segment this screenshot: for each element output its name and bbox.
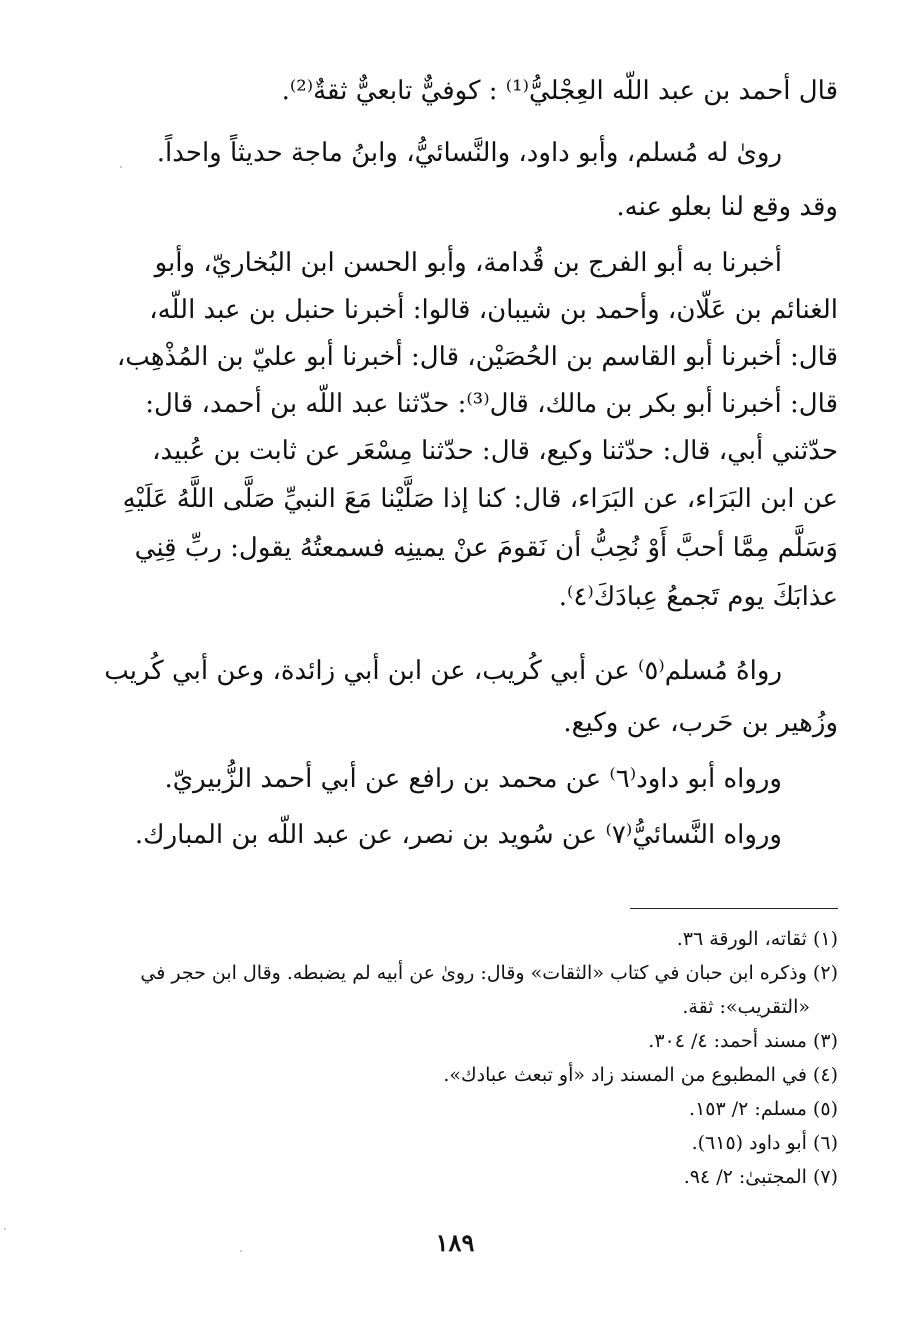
text-line: وزُهير بن حَرب، عن وكيع.	[563, 708, 838, 738]
text-line: روىٰ له مُسلم، وأبو داود، والنَّسائيُّ، وابنُ ماجة حديثاً واحداً.	[156, 138, 782, 168]
footnote: (١) ثقاته، الورقة ٣٦.	[676, 928, 838, 950]
text-line: قال: أخبرنا أبو القاسم بن الحُصَيْن، قال: أخبرنا أبو عليّ بن المُذْهِب،	[116, 342, 838, 372]
footnote: (٦) أبو داود (٦١٥).	[691, 1132, 838, 1154]
footnote: (٥) مسلم: ٢/ ١٥٣.	[689, 1098, 838, 1120]
footnote: (٣) مسند أحمد: ٤/ ٣٠٤.	[648, 1030, 838, 1052]
footnote-separator	[630, 908, 838, 909]
footnote: (٢) وذكره ابن حبان في كتاب «الثقات» وقال: روىٰ عن أبيه لم يضبطه. وقال ابن حجر في	[140, 962, 838, 984]
scan-speck	[240, 1250, 242, 1252]
text-line: أخبرنا به أبو الفرج بن قُدامة، وأبو الحسن ابن البُخاريّ، وأبو	[154, 248, 782, 278]
text-line: قال أحمد بن عبد اللّه العِجْليُّ⁽¹⁾ : كوفيٌّ تابعيٌّ ثقةٌ⁽²⁾.	[281, 76, 838, 106]
footnote: «التقريب»: ثقة.	[682, 996, 810, 1018]
text-line: رواهُ مُسلم⁽٥⁾ عن أبي كُريب، عن ابن أبي زائدة، وعن أبي كُريب	[104, 656, 782, 686]
text-line: قال: أخبرنا أبو بكر بن مالك، قال⁽³⁾: حدّثنا عبد اللّه بن أحمد، قال:	[145, 389, 838, 419]
page-number: ١٨٩	[435, 1228, 475, 1257]
scan-speck	[4, 1228, 6, 1230]
text-line: حدّثني أبي، قال: حدّثنا وكيع، قال: حدّثنا مِسْعَر عن ثابت بن عُبيد،	[152, 436, 838, 466]
text-line: عذابَكَ يوم تَجمعُ عِبادَكَ⁽٤⁾.	[558, 582, 838, 612]
text-line: ورواه أبو داود⁽٦⁾ عن محمد بن رافع عن أبي أحمد الزُّبيريّ.	[164, 764, 782, 794]
text-line: وقد وقع لنا بعلو عنه.	[616, 192, 838, 222]
scan-speck	[120, 166, 122, 168]
footnote: (٤) في المطبوع من المسند زاد «أو تبعث عبادك».	[443, 1064, 838, 1086]
text-line: ورواه النَّسائيُّ⁽٧⁾ عن سُويد بن نصر، عن عبد اللّه بن المبارك.	[134, 820, 782, 850]
footnote: (٧) المجتبىٰ: ٢/ ٩٤.	[683, 1166, 838, 1188]
text-line: عن ابن البَرَاء، عن البَرَاء، قال: كنا إذا صَلَّيْنا مَعَ النبيِّ صَلَّى اللَّهُ عَلَيْهِ	[122, 484, 838, 514]
text-line: وَسَلَّم مِمَّا أحبَّ أَوْ نُحِبُّ أن نَقومَ عنْ يمينِه فسمعتُهُ يقول: ربِّ قِنِي	[134, 533, 838, 563]
text-line: الغنائم بن عَلّان، وأحمد بن شيبان، قالوا: أخبرنا حنبل بن عبد اللّه،	[149, 295, 838, 325]
